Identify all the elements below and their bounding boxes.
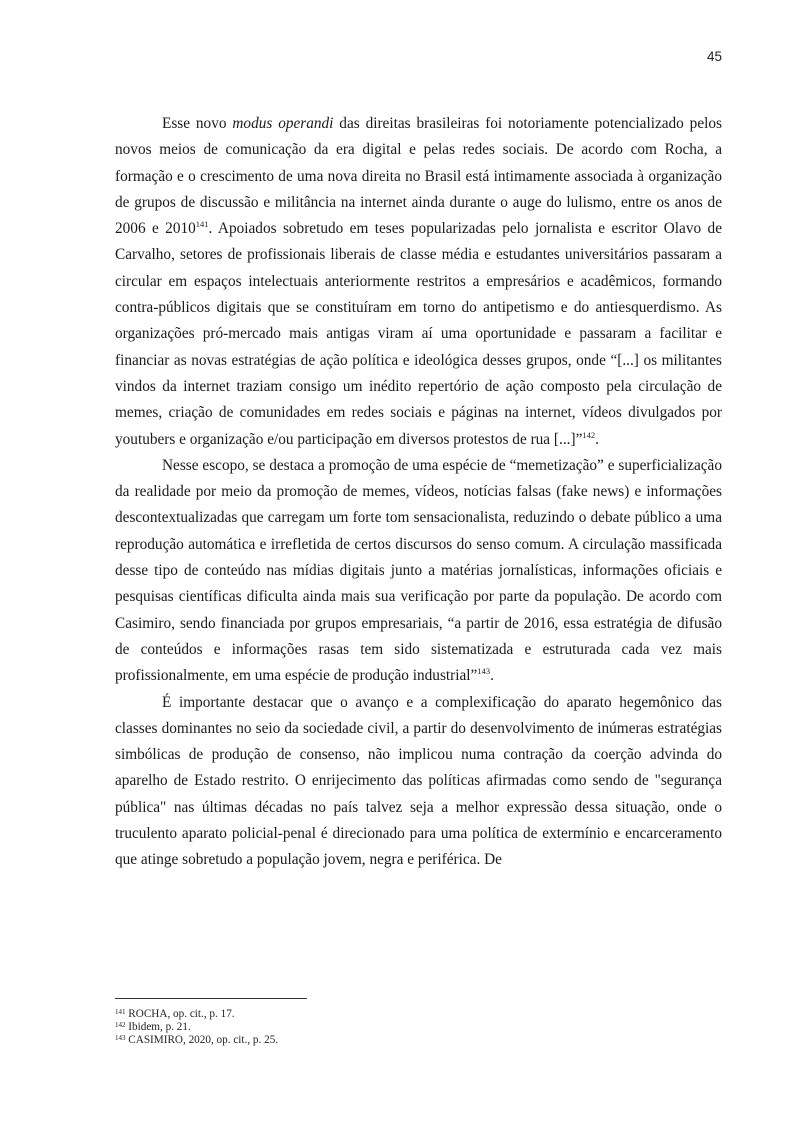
paragraph-1-text-c: . Apoiados sobretudo em teses popularizadas pelo jornalista e escritor Olavo de Carvalho, setores de profissionais liberais de classe média e estudantes universitários passaram a circular em espaços intelectuais anteriormente restritos a empresários e acadêmicos, formando contra-públicos digitais que se constituíram em torno do antipetismo e do antiesquerdismo. As organizações pró-mercado mais antigas viram aí uma oportunidade e passaram a facilitar e financiar as novas estratégias de ação política e ideológica desses grupos, onde “[...] os militantes vindos da internet traziam consigo um inédito repertório de ação composto pela circulação de memes, criação de comunidades em redes sociais e páginas na internet, vídeos divulgados por youtubers e organização e/ou participação em diversos protestos de rua [...]” <box>115 220 722 448</box>
paragraph-3 <box>115 690 722 874</box>
footnote-ref-142[interactable]: 142 <box>582 429 596 440</box>
paragraph-2-text-b: . <box>490 667 494 685</box>
footnote-text: Ibidem, p. 21. <box>128 1021 191 1033</box>
page-number: 45 <box>706 49 722 64</box>
footnotes <box>115 1008 722 1047</box>
paragraph-3-text: É importante destacar que o avanço e a complexificação do aparato hegemônico das classes dominantes no seio da sociedade civil, a partir do desenvolvimento de inúmeras estratégias simbólicas de produção de consenso, não implicou numa contração da coerção advinda do aparelho de Estado restrito. O enrijecimento das políticas afirmadas como sendo de "segurança pública" nas últimas décadas no país talvez seja a melhor expressão dessa situação, onde o truculento aparato policial-penal é direcionado para uma política de extermínio e encarceramento que atinge sobretudo a população jovem, negra e periférica. De <box>115 693 722 869</box>
footnote-item <box>115 1021 722 1034</box>
footnote-number: 142 <box>115 1021 126 1029</box>
footnote-separator <box>115 998 307 999</box>
footnote-ref-141[interactable]: 141 <box>195 219 209 230</box>
paragraph-1-text-b: das direitas brasileiras foi notoriamente potencializado pelos novos meios de comunicação da era digital e pelas redes sociais. De acordo com Rocha, a formação e o crescimento de uma nova direita no Brasil está intimamente associada à organização de grupos de discussão e militância na internet ainda durante o auge do lulismo, entre os anos de 2006 e 2010 <box>115 115 722 238</box>
paragraph-1 <box>115 111 722 453</box>
paragraph-2-text-a: Nesse escopo, se destaca a promoção de uma espécie de “memetização” e superficialização da realidade por meio da promoção de memes, vídeos, notícias falsas (fake news) e informações descontextualizadas que carregam um forte tom sensacionalista, reduzindo o debate público a uma reprodução automática e irrefletida de certos discursos do senso comum. A circulação massificada desse tipo de conteúdo nas mídias digitais junto a matérias jornalísticas, informações oficiais e pesquisas científicas dificulta ainda mais sua verificação por parte da população. De acordo com Casimiro, sendo financiada por grupos empresariais, “a partir de 2016, essa estratégia de difusão de conteúdos e informações rasas tem sido sistematizada e estruturada cada vez mais profissionalmente, em uma espécie de produção industrial” <box>115 456 722 685</box>
body-text <box>115 111 722 874</box>
paragraph-1-italic-term: modus operandi <box>232 115 334 132</box>
footnote-item <box>115 1034 722 1047</box>
footnote-number: 143 <box>115 1034 126 1042</box>
paragraph-1-text-d: . <box>595 430 599 448</box>
footnote-text: CASIMIRO, 2020, op. cit., p. 25. <box>128 1034 279 1046</box>
paragraph-2 <box>115 453 722 690</box>
paragraph-1-text-a: Esse novo <box>162 115 233 132</box>
footnote-ref-143[interactable]: 143 <box>477 666 491 677</box>
footnote-number: 141 <box>115 1008 126 1016</box>
footnote-item <box>115 1008 722 1021</box>
footnote-text: ROCHA, op. cit., p. 17. <box>128 1008 235 1020</box>
